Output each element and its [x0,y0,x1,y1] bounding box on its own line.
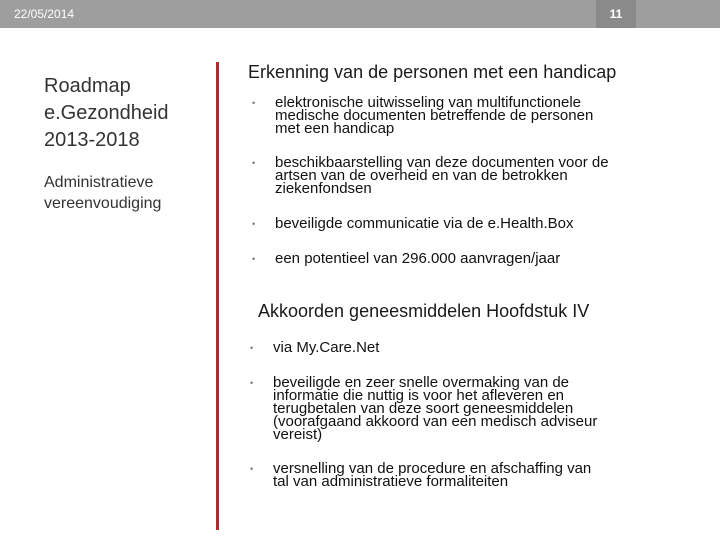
page-number: 11 [609,7,623,21]
bullet-text-line: met een handicap [275,120,395,137]
bullet-text-line: beschikbaarstelling van deze documenten voor de [275,154,609,171]
bullet-marker: • [250,464,254,474]
bullet-text [275,96,692,135]
section1-bullet-list [252,96,692,276]
bullet-text [273,341,690,354]
slide-title-line: Roadmap [44,75,131,97]
slide-date: 22/05/2014 [14,7,75,21]
bullet-text-line: informatie die nuttig is voor het afleveren en [273,387,564,404]
bullet-text [275,156,692,195]
vertical-divider [216,62,219,530]
bullet-text-line: tal van administratieve formaliteiten [273,473,509,490]
section1-heading: Erkenning van de personen met een handicap [248,62,617,82]
bullet-marker: • [252,219,256,229]
top-bar [0,0,720,28]
slide-subtitle [44,172,214,214]
bullet-marker: • [252,254,256,264]
bullet-text-line: terugbetalen van deze soort geneesmiddelen [273,400,574,417]
slide-title-line: e.Gezondheid [44,102,169,124]
bullet-marker: • [250,343,254,353]
bullet-text [273,376,690,441]
page-number-box [596,0,636,28]
slide-subtitle-line: vereenvoudiging [44,195,162,212]
bullet-text-line: vereist) [273,426,323,443]
slide-title-line: 2013-2018 [44,129,140,151]
bullet-text-line: een potentieel van 296.000 aanvragen/jaar [275,250,561,267]
bullet-text-line: artsen van de overheid en van de betrokken [275,167,568,184]
bullet-marker: • [250,378,254,388]
bullet-text [275,252,692,265]
bullet-text-line: ziekenfondsen [275,180,372,197]
bullet-text [273,462,690,488]
bullet-text-line: (voorafgaand akkoord van een medisch adviseur [273,413,598,430]
bullet-marker: • [252,158,256,168]
slide-title [44,73,214,154]
bullet-text-line: medische documenten betreffende de personen [275,107,594,124]
bullet-text [275,217,692,230]
bullet-text-line: elektronische uitwisseling van multifunctionele [275,94,581,111]
bullet-text-line: beveiligde communicatie via de e.Health.Box [275,215,574,232]
bullet-text-line: versnelling van de procedure en afschaffing van [273,460,592,477]
slide-subtitle-line: Administratieve [44,174,154,191]
bullet-marker: • [252,98,256,108]
section2-bullet-list [250,338,690,498]
bullet-text-line: via My.Care.Net [273,339,380,356]
section2-heading: Akkoorden geneesmiddelen Hoofdstuk IV [258,301,590,321]
bullet-text-line: beveiligde en zeer snelle overmaking van de [273,374,570,391]
